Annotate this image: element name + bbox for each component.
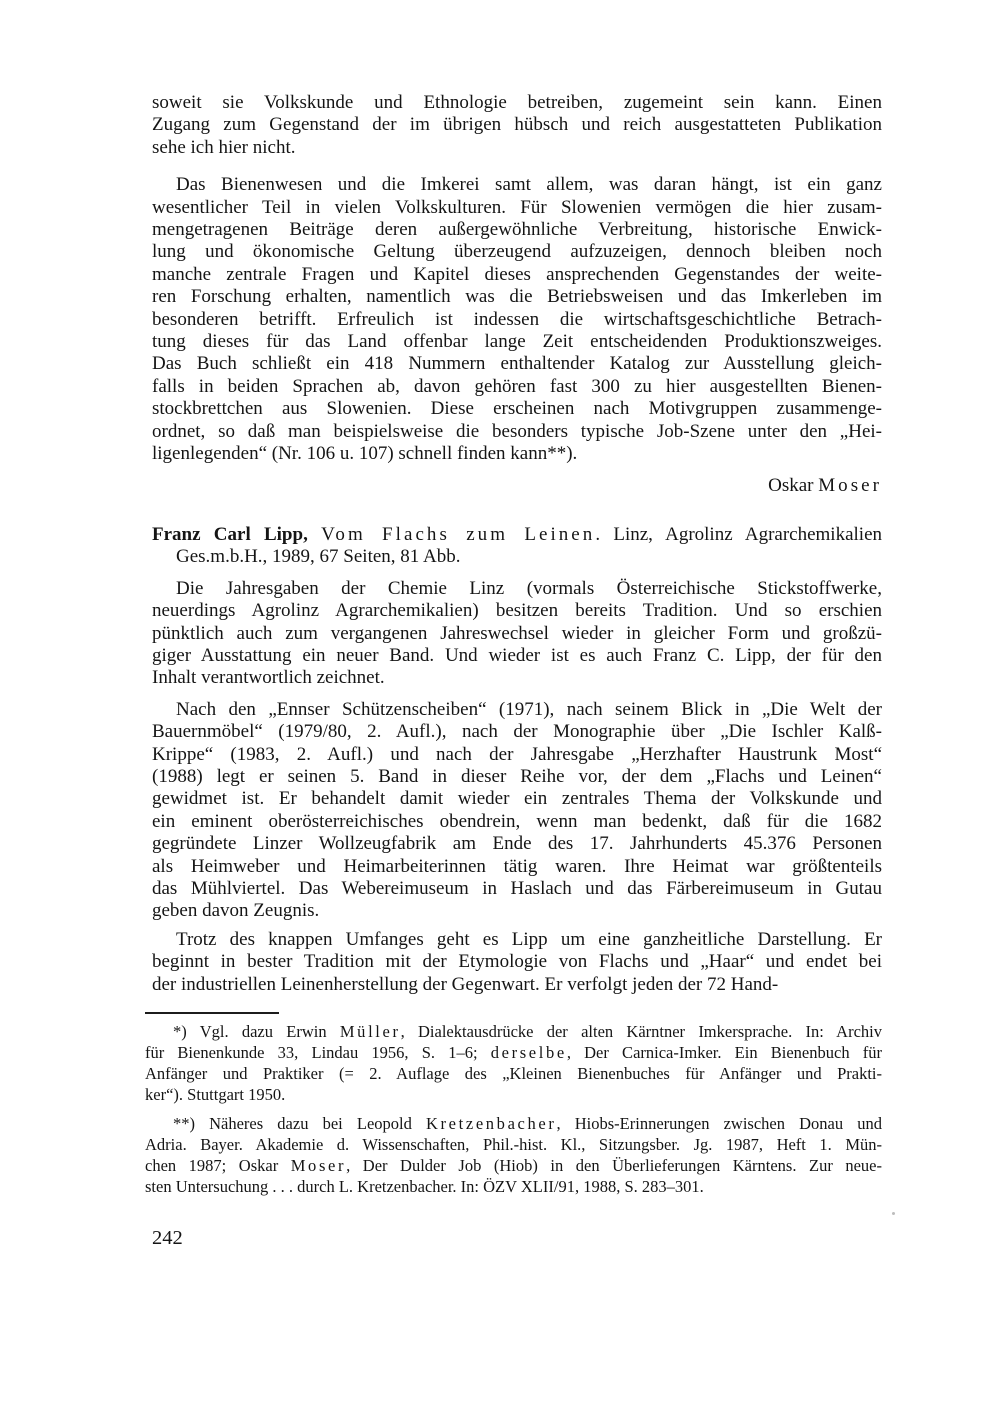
- footnote-1: [145, 1021, 882, 1105]
- text-segment: gewidmet ist. Er behandelt damit wieder ein zentrales Thema der Volkskunde und: [152, 788, 882, 810]
- letterspaced-name: Kretzenbacher: [425, 1114, 557, 1134]
- text-segment: neuerdings Agrolinz Agrarchemikalien) besitzen bereits Tradition. Und so erschien: [152, 600, 882, 622]
- text-line: [152, 421, 882, 443]
- scan-artifact-dot: [892, 1212, 895, 1215]
- text-segment: , Dialektausdrücke der alten Kärntner Imkersprache. In: Archiv: [400, 1022, 882, 1042]
- text-line: [152, 524, 882, 546]
- paragraph-bienenwesen: [152, 174, 882, 465]
- text-segment: sten Untersuchung . . . durch L. Kretzenbacher. In: ÖZV XLII/91, 1988, S. 283–301.: [145, 1177, 704, 1197]
- review-signature: [152, 475, 882, 497]
- text-segment: Die Jahresgaben der Chemie Linz (vormals Österreichische Stickstoffwerke,: [176, 577, 882, 599]
- text-line: [152, 219, 882, 241]
- text-segment: **) Näheres dazu bei Leopold: [173, 1114, 426, 1134]
- text-segment: (1988) legt er seinen 5. Band in dieser Reihe vor, der dem „Flachs und Leinen“: [152, 765, 882, 787]
- text-segment: , Der Dulder Job (Hiob) in den Überlieferungen Kärntens. Zur neue-: [346, 1156, 882, 1176]
- text-segment: lung und ökonomische Geltung überzeugend aufzuzeigen, dennoch bleiben noch: [152, 241, 882, 263]
- letterspaced-name: derselbe: [490, 1043, 567, 1063]
- letterspaced-name: Moser: [290, 1156, 347, 1176]
- text-line: [152, 766, 882, 788]
- text-line: [152, 900, 882, 922]
- text-segment: sehe ich hier nicht.: [152, 136, 296, 158]
- page-text-area: [145, 92, 883, 1197]
- text-line: [152, 331, 882, 353]
- text-segment: ein eminent oberösterreichisches obendrein, wenn man bedenkt, daß für die 1682: [152, 810, 882, 832]
- text-segment: Adria. Bayer. Akademie d. Wissenschaften, Phil.-hist. Kl., Sitzungsber. Jg. 1987, Heft 1. Mün-: [145, 1135, 882, 1155]
- text-line: [145, 1176, 882, 1197]
- text-line: [152, 744, 882, 766]
- text-line: [152, 546, 882, 568]
- text-line: [152, 951, 882, 973]
- text-segment: ordnet, so daß man beispielsweise die besonders typische Job-Szene unter den „Hei-: [152, 420, 882, 442]
- text-segment: Trotz des knappen Umfanges geht es Lipp um eine ganzheitliche Darstellung. Er: [176, 928, 882, 950]
- text-line: [152, 699, 882, 721]
- text-segment: Ges.m.b.H., 1989, 67 Seiten, 81 Abb.: [176, 546, 461, 568]
- text-line: [152, 443, 882, 465]
- text-segment: Inhalt verantwortlich zeichnet.: [152, 667, 385, 689]
- text-line: [152, 833, 882, 855]
- letterspaced-name: Vom Flachs zum Leinen: [321, 523, 596, 545]
- text-segment: stockbrettchen aus Slowenien. Diese erscheinen nach Motivgruppen zusammenge-: [152, 398, 882, 420]
- text-segment: pünktlich auch zum vergangenen Jahreswechsel wieder in gleicher Form und großzü-: [152, 622, 882, 644]
- text-segment: chen 1987; Oskar: [145, 1156, 291, 1176]
- text-segment: geben davon Zeugnis.: [152, 900, 320, 922]
- text-segment: Das Bienenwesen und die Imkerei samt allem, was daran hängt, ist ein ganz: [176, 174, 882, 196]
- paragraph-jahresgaben: [152, 578, 882, 690]
- page-number: 242: [152, 1227, 183, 1249]
- review-heading-lipp: [152, 524, 882, 569]
- text-line: [152, 114, 882, 136]
- footnote-column: [145, 1021, 882, 1197]
- text-segment: beginnt in bester Tradition mit der Etymologie von Flachs und „Haar“ und endet bei: [152, 951, 882, 973]
- text-line: [152, 137, 882, 159]
- text-line: [152, 811, 882, 833]
- text-line: [152, 623, 882, 645]
- text-line: [152, 929, 882, 951]
- letterspaced-name: Müller: [339, 1022, 401, 1042]
- paragraph-trotz: [152, 929, 882, 996]
- text-segment: für Bienenkunde 33, Lindau 1956, S. 1–6;: [145, 1043, 491, 1063]
- paragraph-nach-den: [152, 699, 882, 923]
- text-line: [145, 1113, 882, 1134]
- text-line: [145, 1155, 882, 1176]
- text-segment: Nach den „Ennser Schützenscheiben“ (1971), nach seinem Blick in „Die Welt der: [176, 698, 882, 720]
- paragraph-review-end: [152, 92, 882, 159]
- text-line: [152, 974, 882, 996]
- text-line: [152, 667, 882, 689]
- text-line: [145, 1021, 882, 1042]
- text-line: [152, 398, 882, 420]
- text-segment: ker“). Stuttgart 1950.: [145, 1085, 286, 1105]
- text-line: [152, 645, 882, 667]
- text-segment: Das Buch schließt ein 418 Nummern enthaltender Katalog zur Ausstellung gleich-: [152, 353, 882, 375]
- text-line: [152, 353, 882, 375]
- text-segment: falls in beiden Sprachen ab, davon gehören fast 300 zu hier ausgestellten Bienen-: [152, 375, 882, 397]
- text-segment: ren Forschung erhalten, namentlich was die Betriebsweisen und das Imkerleben im: [152, 286, 882, 308]
- text-segment: soweit sie Volkskunde und Ethnologie betreiben, zugemeint sein kann. Einen: [152, 92, 882, 113]
- text-segment: . Linz, Agrolinz Agrarchemikalien: [595, 523, 883, 545]
- text-line: [152, 600, 882, 622]
- letterspaced-name: Moser: [818, 474, 882, 496]
- text-segment: als Heimweber und Heimarbeiterinnen tätig waren. Ihre Heimat war größtenteils: [152, 855, 882, 877]
- text-segment: giger Ausstattung ein neuer Band. Und wieder ist es auch Franz C. Lipp, der für den: [152, 644, 882, 666]
- text-line: [152, 309, 882, 331]
- text-segment: tung dieses für das Land offenbar lange Zeit entscheidenden Produktionszweiges.: [152, 331, 882, 353]
- text-segment: der industriellen Leinenherstellung der Gegenwart. Er verfolgt jeden der 72 Hand-: [152, 973, 779, 995]
- text-line: [152, 92, 882, 114]
- text-line: [145, 1042, 882, 1063]
- text-segment: das Mühlviertel. Das Webereimuseum in Haslach und das Färbereimuseum in Gutau: [152, 878, 882, 899]
- text-segment: Krippe“ (1983, 2. Aufl.) und nach der Jahresgabe „Herzhafter Haustrunk Most“: [152, 743, 882, 765]
- text-line: [152, 241, 882, 263]
- text-line: [145, 1084, 882, 1105]
- text-line: [152, 788, 882, 810]
- text-line: [152, 264, 882, 286]
- text-line: [152, 286, 882, 308]
- text-segment: ligenlegenden“ (Nr. 106 u. 107) schnell finden kann**).: [152, 443, 578, 465]
- text-line: [145, 1134, 882, 1155]
- text-line: [145, 1063, 882, 1084]
- text-segment: , Der Carnica-Imker. Ein Bienenbuch für: [566, 1043, 882, 1063]
- main-text-column: [152, 92, 882, 996]
- text-segment: Oskar: [768, 474, 819, 496]
- text-segment: gegründete Linzer Wollzeugfabrik am Ende des 17. Jahrhunderts 45.376 Personen: [152, 833, 882, 855]
- footnote-rule: [145, 1012, 279, 1014]
- text-line: [152, 376, 882, 398]
- text-segment: *) Vgl. dazu Erwin: [173, 1022, 340, 1042]
- author-name-bold: Franz Carl Lipp,: [152, 523, 308, 545]
- text-segment: Zugang zum Gegenstand der im übrigen hübsch und reich ausgestatteten Publikation: [152, 114, 882, 136]
- text-segment: wesentlicher Teil in vielen Volkskulturen. Für Slowenien vermögen die hier zusam-: [152, 196, 882, 218]
- text-line: [152, 878, 882, 900]
- text-line: [152, 856, 882, 878]
- text-segment: manche zentrale Fragen und Kapitel dieses ansprechenden Gegenstandes der weite-: [152, 263, 882, 285]
- footnotes-section: [145, 1012, 882, 1197]
- text-segment: besonderen betrifft. Erfreulich ist indessen die wirtschaftsgeschichtliche Betrach-: [152, 308, 882, 330]
- text-line: [152, 174, 882, 196]
- text-segment: [308, 524, 321, 545]
- text-line: [152, 578, 882, 600]
- text-segment: , Hiobs-Erinnerungen zwischen Donau und: [556, 1114, 882, 1134]
- text-line: [152, 197, 882, 219]
- text-segment: Anfänger und Praktiker (= 2. Auflage des „Kleinen Bienenbuches für Anfänger und Prakti-: [145, 1064, 882, 1084]
- footnote-2: [145, 1113, 882, 1197]
- text-line: [152, 721, 882, 743]
- text-segment: mengetragenen Beiträge deren außergewöhnliche Verbreitung, historische Enwick-: [152, 219, 882, 241]
- text-segment: Bauernmöbel“ (1979/80, 2. Aufl.), nach der Monographie über „Die Ischler Kalß-: [152, 721, 882, 743]
